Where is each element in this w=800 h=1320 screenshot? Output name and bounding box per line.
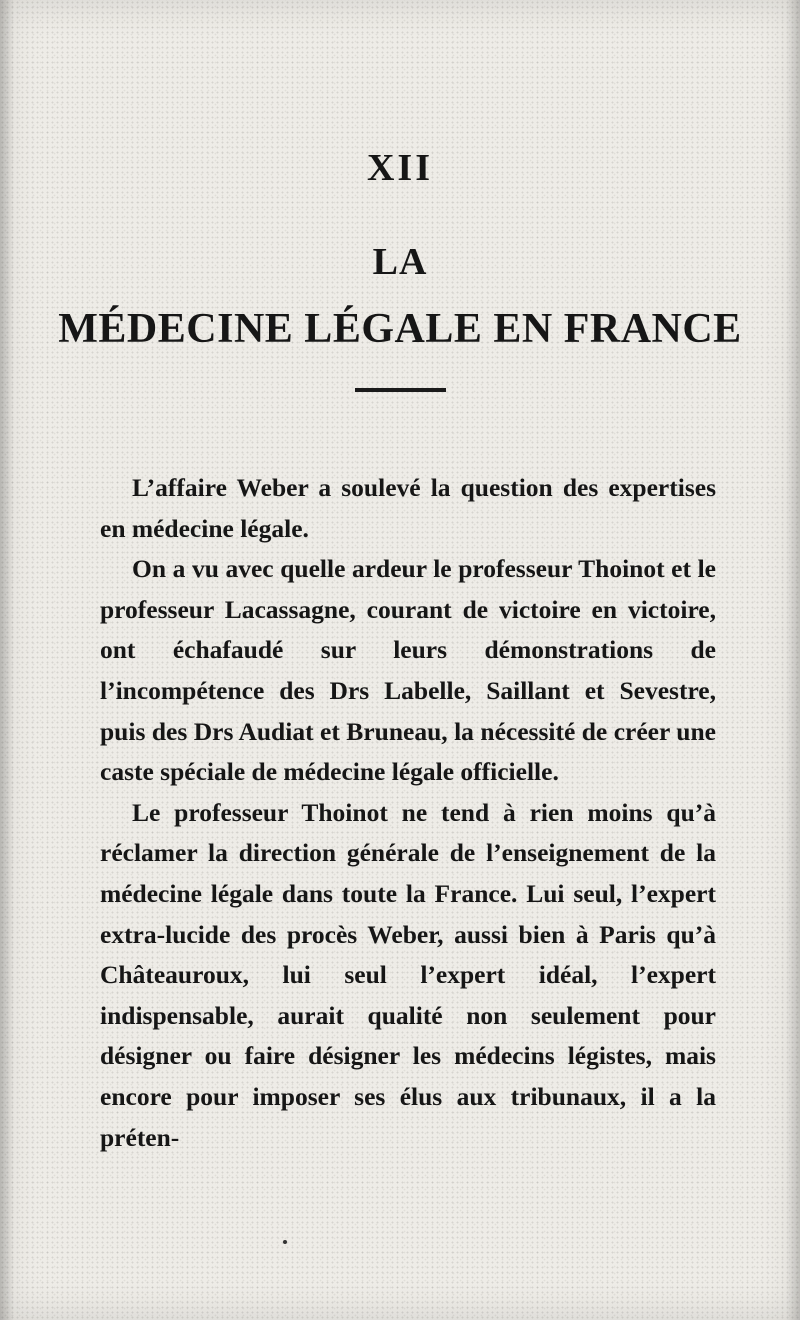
ink-speck [283, 1240, 287, 1244]
page-edge-left [0, 0, 14, 1320]
chapter-title-line-2: MÉDECINE LÉGALE EN FRANCE [58, 306, 742, 352]
chapter-number: XII [366, 147, 434, 189]
paragraph-2: On a vu avec quelle ardeur le professeur Thoinot et le professeur Lacassagne, courant de victoire en victoire, ont échafaudé sur leurs démonstrations de l’incompétence des Drs Labelle, Saillant et Sevestre, puis des Drs Audiat et Bruneau, la nécessité de créer une caste spéciale de médecine légale officielle. [100, 554, 716, 787]
chapter-body [100, 468, 716, 1158]
title-divider [355, 388, 446, 392]
chapter-title-line-1: LA [372, 241, 428, 283]
page-edge-right [786, 0, 800, 1320]
paragraph-1: L’affaire Weber a soulevé la question des expertises en médecine légale. [100, 473, 716, 543]
paragraph-3: Le professeur Thoinot ne tend à rien moins qu’à réclamer la direction générale de l’enseignement de la médecine légale dans toute la France. Lui seul, l’expert extra-lucide des procès Weber, aussi bien à Paris qu’à Châteauroux, lui seul l’expert idéal, l’expert indispensable, aurait qualité non seulement pour désigner ou faire désigner les médecins légistes, mais encore pour imposer ses élus aux tribunaux, il a la préten- [100, 797, 716, 1152]
